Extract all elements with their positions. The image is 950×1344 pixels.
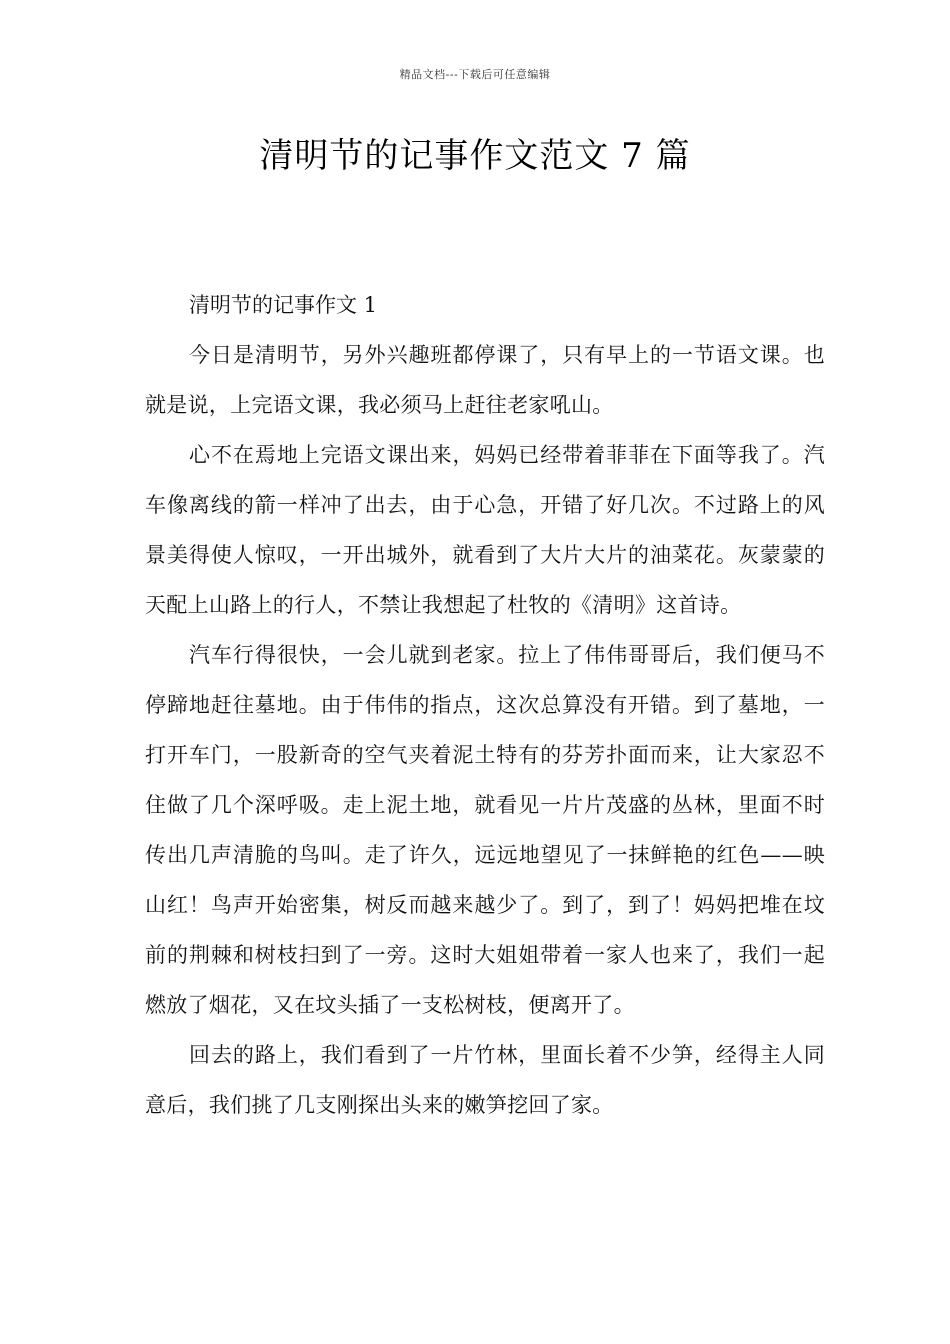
header-note: 精品文档---下载后可任意编辑 xyxy=(399,68,551,81)
paragraph: 汽车行得很快，一会儿就到老家。拉上了伟伟哥哥后，我们便马不停蹄地赶往墓地。由于伟伟的指点，这次总算没有开错。到了墓地，一打开车门，一股新奇的空气夹着泥土特有的芬芳扑面而来，让大家忍不住做了几个深呼吸。走上泥土地，就看见一片片茂盛的丛林，里面不时传出几声清脆的鸟叫。走了许久，远远地望见了一抹鲜艳的红色——映山红！鸟声开始密集，树反而越来越少了。到了，到了！妈妈把堆在坟前的荆棘和树枝扫到了一旁。这时大姐姐带着一家人也来了，我们一起燃放了烟花，又在坟头插了一支松树枝，便离开了。 xyxy=(145,643,825,1017)
paragraph: 回去的路上，我们看到了一片竹林，里面长着不少笋，经得主人同意后，我们挑了几支刚探出头来的嫩笋挖回了家。 xyxy=(145,1043,825,1117)
paragraph: 今日是清明节，另外兴趣班都停课了，只有早上的一节语文课。也就是说，上完语文课，我必须马上赶往老家吼山。 xyxy=(145,343,825,417)
document-title: 清明节的记事作文范文 7 篇 xyxy=(259,136,691,176)
section-heading: 清明节的记事作文 1 xyxy=(189,293,378,317)
paragraph: 心不在焉地上完语文课出来，妈妈已经带着菲菲在下面等我了。汽车像离线的箭一样冲了出去，由于心急，开错了好几次。不过路上的风景美得使人惊叹，一开出城外，就看到了大片大片的油菜花。灰蒙蒙的天配上山路上的行人，不禁让我想起了杜牧的《清明》这首诗。 xyxy=(145,443,825,617)
document-body xyxy=(145,280,825,1130)
